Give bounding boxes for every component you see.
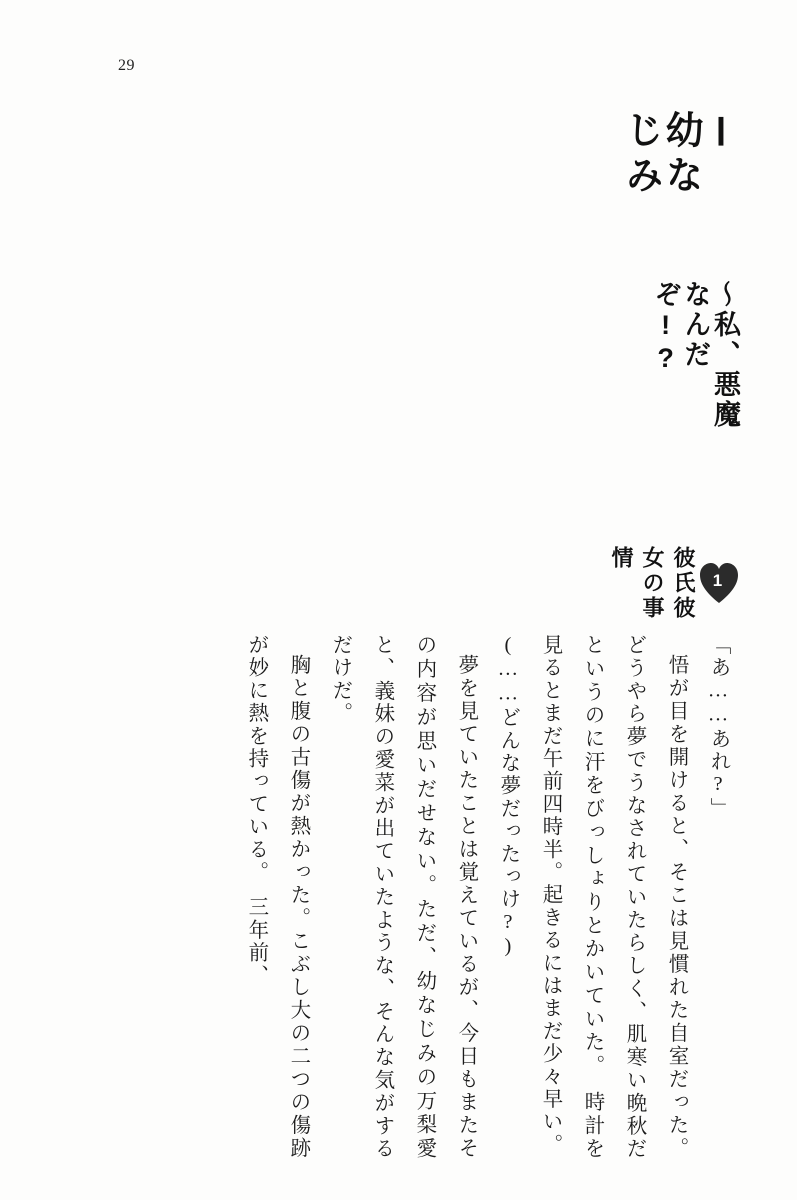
paragraph-4: 夢を見ていたことは覚えているが、今日もまたその内容が思いだせない。ただ、幼なじみの万梨愛と、義妹の愛菜が出ていたような、そんな気がするだけだ。 [328,633,477,1160]
paragraph-1: 「あ……あれ?」 [707,633,729,820]
section-title: 彼氏彼女の事情 [609,545,696,621]
section-heading-block [606,546,739,634]
paragraph-5: 胸と腹の古傷が熱かった。こぶし大の二つの傷跡が妙に熱を持っている。 三年前、 [244,633,309,1160]
page-number: 29 [118,57,135,74]
paragraph-3: (……どんな夢だったっけ?) [496,633,519,959]
chapter-subtitle: ～私、悪魔なんだぞ!? [650,279,740,430]
section-heading-wrapper [606,546,739,634]
heart-icon [699,562,739,604]
vertical-text-area [70,110,739,1160]
chapter-title-block [619,110,739,438]
body-text [235,634,739,1160]
section-marker-number: 1 [712,570,726,590]
paragraph-2: 悟が目を開けると、そこは見慣れた自室だった。どうやら夢でうなされていたらしく、肌寒い晩秋だというのに汗をびっしょりとかいていた。 時計を見るとまだ午前四時半。起きるにはまだ少々早い。 [538,633,687,1160]
chapter-title: Ⅰ 幼なじみ [619,110,741,200]
